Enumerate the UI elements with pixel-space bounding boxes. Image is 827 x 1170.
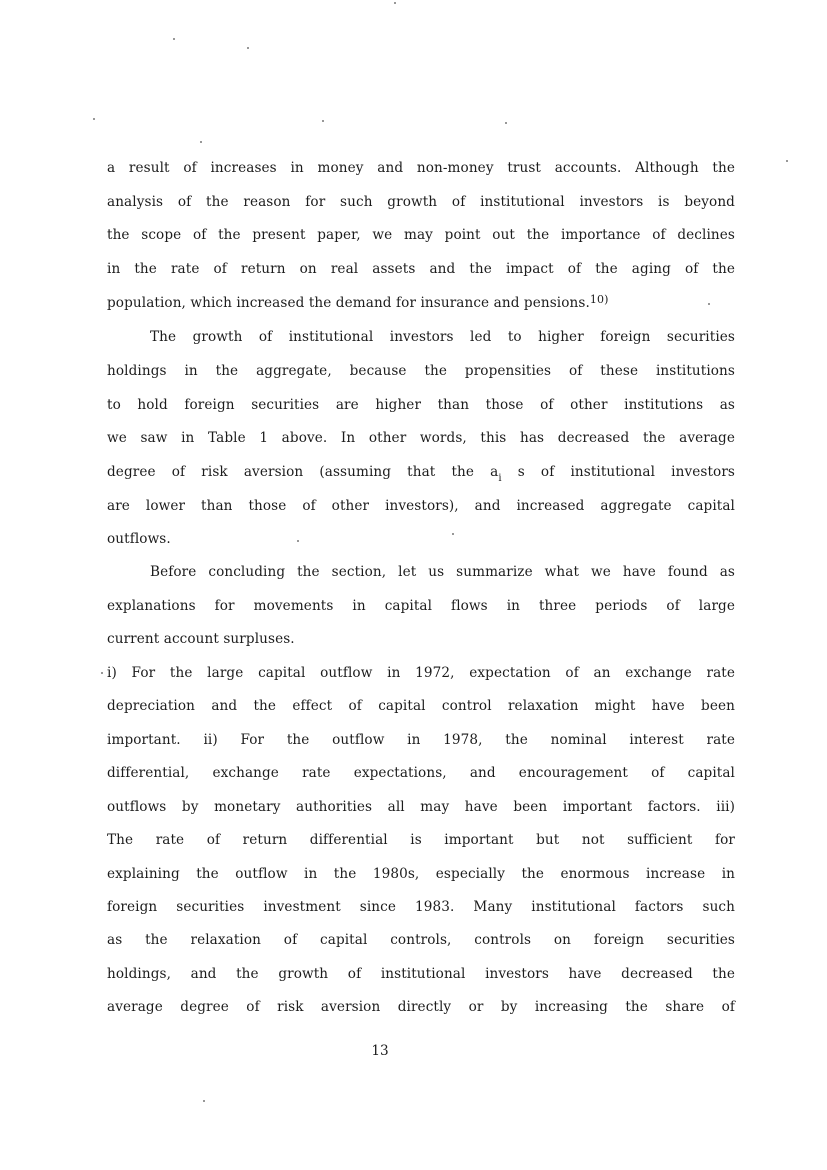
text-line: foreign securities investment since 1983. Many institutional factors such [107,899,735,915]
text-line: important. ii) For the outflow in 1978, the nominal interest rate [107,732,735,748]
footnote-marker: 10) [589,293,609,306]
scan-speck [708,303,710,305]
text-line: The rate of return differential is important but not sufficient for [107,832,735,848]
page-number: 13 [371,1043,389,1059]
text-line: i) For the large capital outflow in 1972, expectation of an exchange rate [107,665,735,681]
text-line: as the relaxation of capital controls, controls on foreign securities [107,932,735,948]
text-line: explanations for movements in capital flows in three periods of large [107,598,735,614]
text-line: outflows by monetary authorities all may have been important factors. iii) [107,799,735,815]
text-line: are lower than those of other investors), and increased aggregate capital [107,498,735,514]
text-line: to hold foreign securities are higher than those of other institutions as [107,397,735,413]
scan-speck [786,160,788,162]
text-line: the scope of the present paper, we may point out the importance of declines [107,227,735,243]
text-line: outflows. [107,531,171,547]
text-line [107,293,735,313]
paragraph-first-line: The growth of institutional investors led to higher foreign securities [150,329,735,345]
scan-speck [200,141,202,143]
text-line: explaining the outflow in the 1980s, especially the enormous increase in [107,866,735,882]
text-line: holdings in the aggregate, because the propensities of these institutions [107,363,735,379]
scan-speck [297,540,299,542]
scan-speck [247,47,249,49]
text-line: in the rate of return on real assets and the impact of the aging of the [107,261,735,277]
scan-speck [173,38,175,40]
text-line: a result of increases in money and non-money trust accounts. Although the [107,160,735,176]
line-text: s of institutional investors [501,464,735,480]
subscript: i [498,473,502,484]
scan-speck [93,118,95,120]
scan-speck [394,2,396,4]
text-line: holdings, and the growth of institutional investors have decreased the [107,966,735,982]
text-line: differential, exchange rate expectations, and encouragement of capital [107,765,735,781]
text-line: we saw in Table 1 above. In other words, this has decreased the average [107,430,735,446]
scan-speck [452,533,454,535]
line-text: degree of risk aversion (assuming that the a [107,464,499,480]
paragraph-first-line: Before concluding the section, let us summarize what we have found as [150,564,735,580]
scan-speck [203,1100,205,1102]
text-line: average degree of risk aversion directly or by increasing the share of [107,999,735,1015]
text-line: current account surpluses. [107,631,295,647]
text-line: analysis of the reason for such growth of institutional investors is beyond [107,194,735,210]
scan-speck [101,672,103,674]
scan-speck [322,120,324,122]
scan-speck [505,122,507,124]
line-text: population, which increased the demand for insurance and pensions. [107,295,590,311]
text-line: depreciation and the effect of capital control relaxation might have been [107,698,735,714]
text-line [107,462,735,484]
